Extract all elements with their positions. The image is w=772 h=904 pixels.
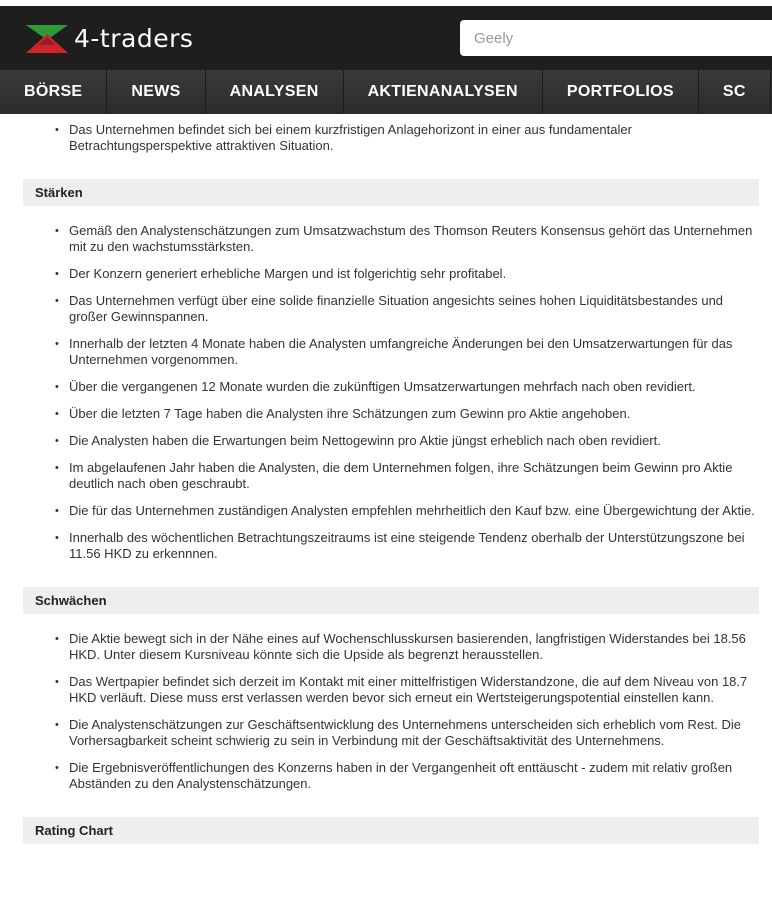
strengths-list (23, 223, 759, 562)
list-item: • Die Analystenschätzungen zur Geschäftsentwicklung des Unternehmens unterscheiden sich erheblich vom Rest. Die Vorhersagbarkeit scheint schwierig zu sein in Verbindung mit der Geschäftsaktivität des Unternehmens. (23, 717, 759, 749)
list-item: • Innerhalb des wöchentlichen Betrachtungszeitraums ist eine steigende Tendenz oberhalb der Unterstützungszone bei 11.56 HKD zu erkennnen. (23, 530, 759, 562)
site-logo[interactable] (24, 22, 193, 56)
top-bar (0, 6, 772, 114)
list-item: • Das Wertpapier befindet sich derzeit im Kontakt mit einer mittelfristigen Widerstandzone, die auf dem Niveau von 18.7 HKD verläuft. Diese muss erst verlassen werden bevor sich erneut ein Wertsteigerungspotential einstellen kann. (23, 674, 759, 706)
nav-item-analysen[interactable]: ANALYSEN (206, 70, 344, 114)
main-nav (0, 70, 772, 114)
list-item: • Das Unternehmen verfügt über eine solide finanzielle Situation angesichts seines hohen Liquiditätsbestandes und großer Gewinnspannen. (23, 293, 759, 325)
nav-item-portfolios[interactable]: PORTFOLIOS (543, 70, 699, 114)
list-item: • Das Unternehmen befindet sich bei einem kurzfristigen Anlagehorizont in einer aus fundamentaler Betrachtungsperspektive attraktiven Situation. (23, 122, 759, 154)
list-item: • Gemäß den Analystenschätzungen zum Umsatzwachstum des Thomson Reuters Konsensus gehört das Unternehmen mit zu den wachstumsstärksten. (23, 223, 759, 255)
strengths-header: Stärken (23, 179, 759, 206)
rating-chart-header: Rating Chart (23, 817, 759, 844)
analysis-content (23, 118, 759, 844)
header-row (0, 6, 772, 70)
list-item: • Innerhalb der letzten 4 Monate haben die Analysten umfangreiche Änderungen bei den Umsatzerwartungen für das Unternehmen vorgenommen. (23, 336, 759, 368)
list-item: • Im abgelaufenen Jahr haben die Analysten, die dem Unternehmen folgen, ihre Schätzungen beim Gewinn pro Aktie deutlich nach oben geschraubt. (23, 460, 759, 492)
weaknesses-list (23, 631, 759, 792)
list-item: • Die Ergebnisveröffentlichungen des Konzerns haben in der Vergangenheit oft enttäuscht - zudem mit relativ großen Abständen zu den Analystenschätzungen. (23, 760, 759, 792)
nav-item-aktienanalysen[interactable]: AKTIENANALYSEN (344, 70, 543, 114)
list-item: • Über die vergangenen 12 Monate wurden die zukünftigen Umsatzerwartungen mehrfach nach oben revidiert. (23, 379, 759, 395)
nav-item-news[interactable]: NEWS (107, 70, 205, 114)
list-item: • Über die letzten 7 Tage haben die Analysten ihre Schätzungen zum Gewinn pro Aktie angehoben. (23, 406, 759, 422)
list-item: • Die für das Unternehmen zuständigen Analysten empfehlen mehrheitlich den Kauf bzw. eine Übergewichtung der Aktie. (23, 503, 759, 519)
list-item: • Die Aktie bewegt sich in der Nähe eines auf Wochenschlusskursen basierenden, langfristigen Widerstandes bei 18.56 HKD. Unter diesem Kursniveau könnte sich die Upside als begrenzt herausstellen. (23, 631, 759, 663)
list-item: • Die Analysten haben die Erwartungen beim Nettogewinn pro Aktie jüngst erheblich nach oben revidiert. (23, 433, 759, 449)
nav-item-boerse[interactable]: BÖRSE (0, 70, 107, 114)
nav-item-sc[interactable]: SC (699, 70, 771, 114)
logo-mark-icon (24, 23, 70, 55)
logo-text: 4-traders (74, 24, 194, 53)
summary-list (23, 122, 759, 154)
weaknesses-header: Schwächen (23, 587, 759, 614)
search-input[interactable] (460, 20, 772, 56)
list-item: • Der Konzern generiert erhebliche Margen und ist folgerichtig sehr profitabel. (23, 266, 759, 282)
